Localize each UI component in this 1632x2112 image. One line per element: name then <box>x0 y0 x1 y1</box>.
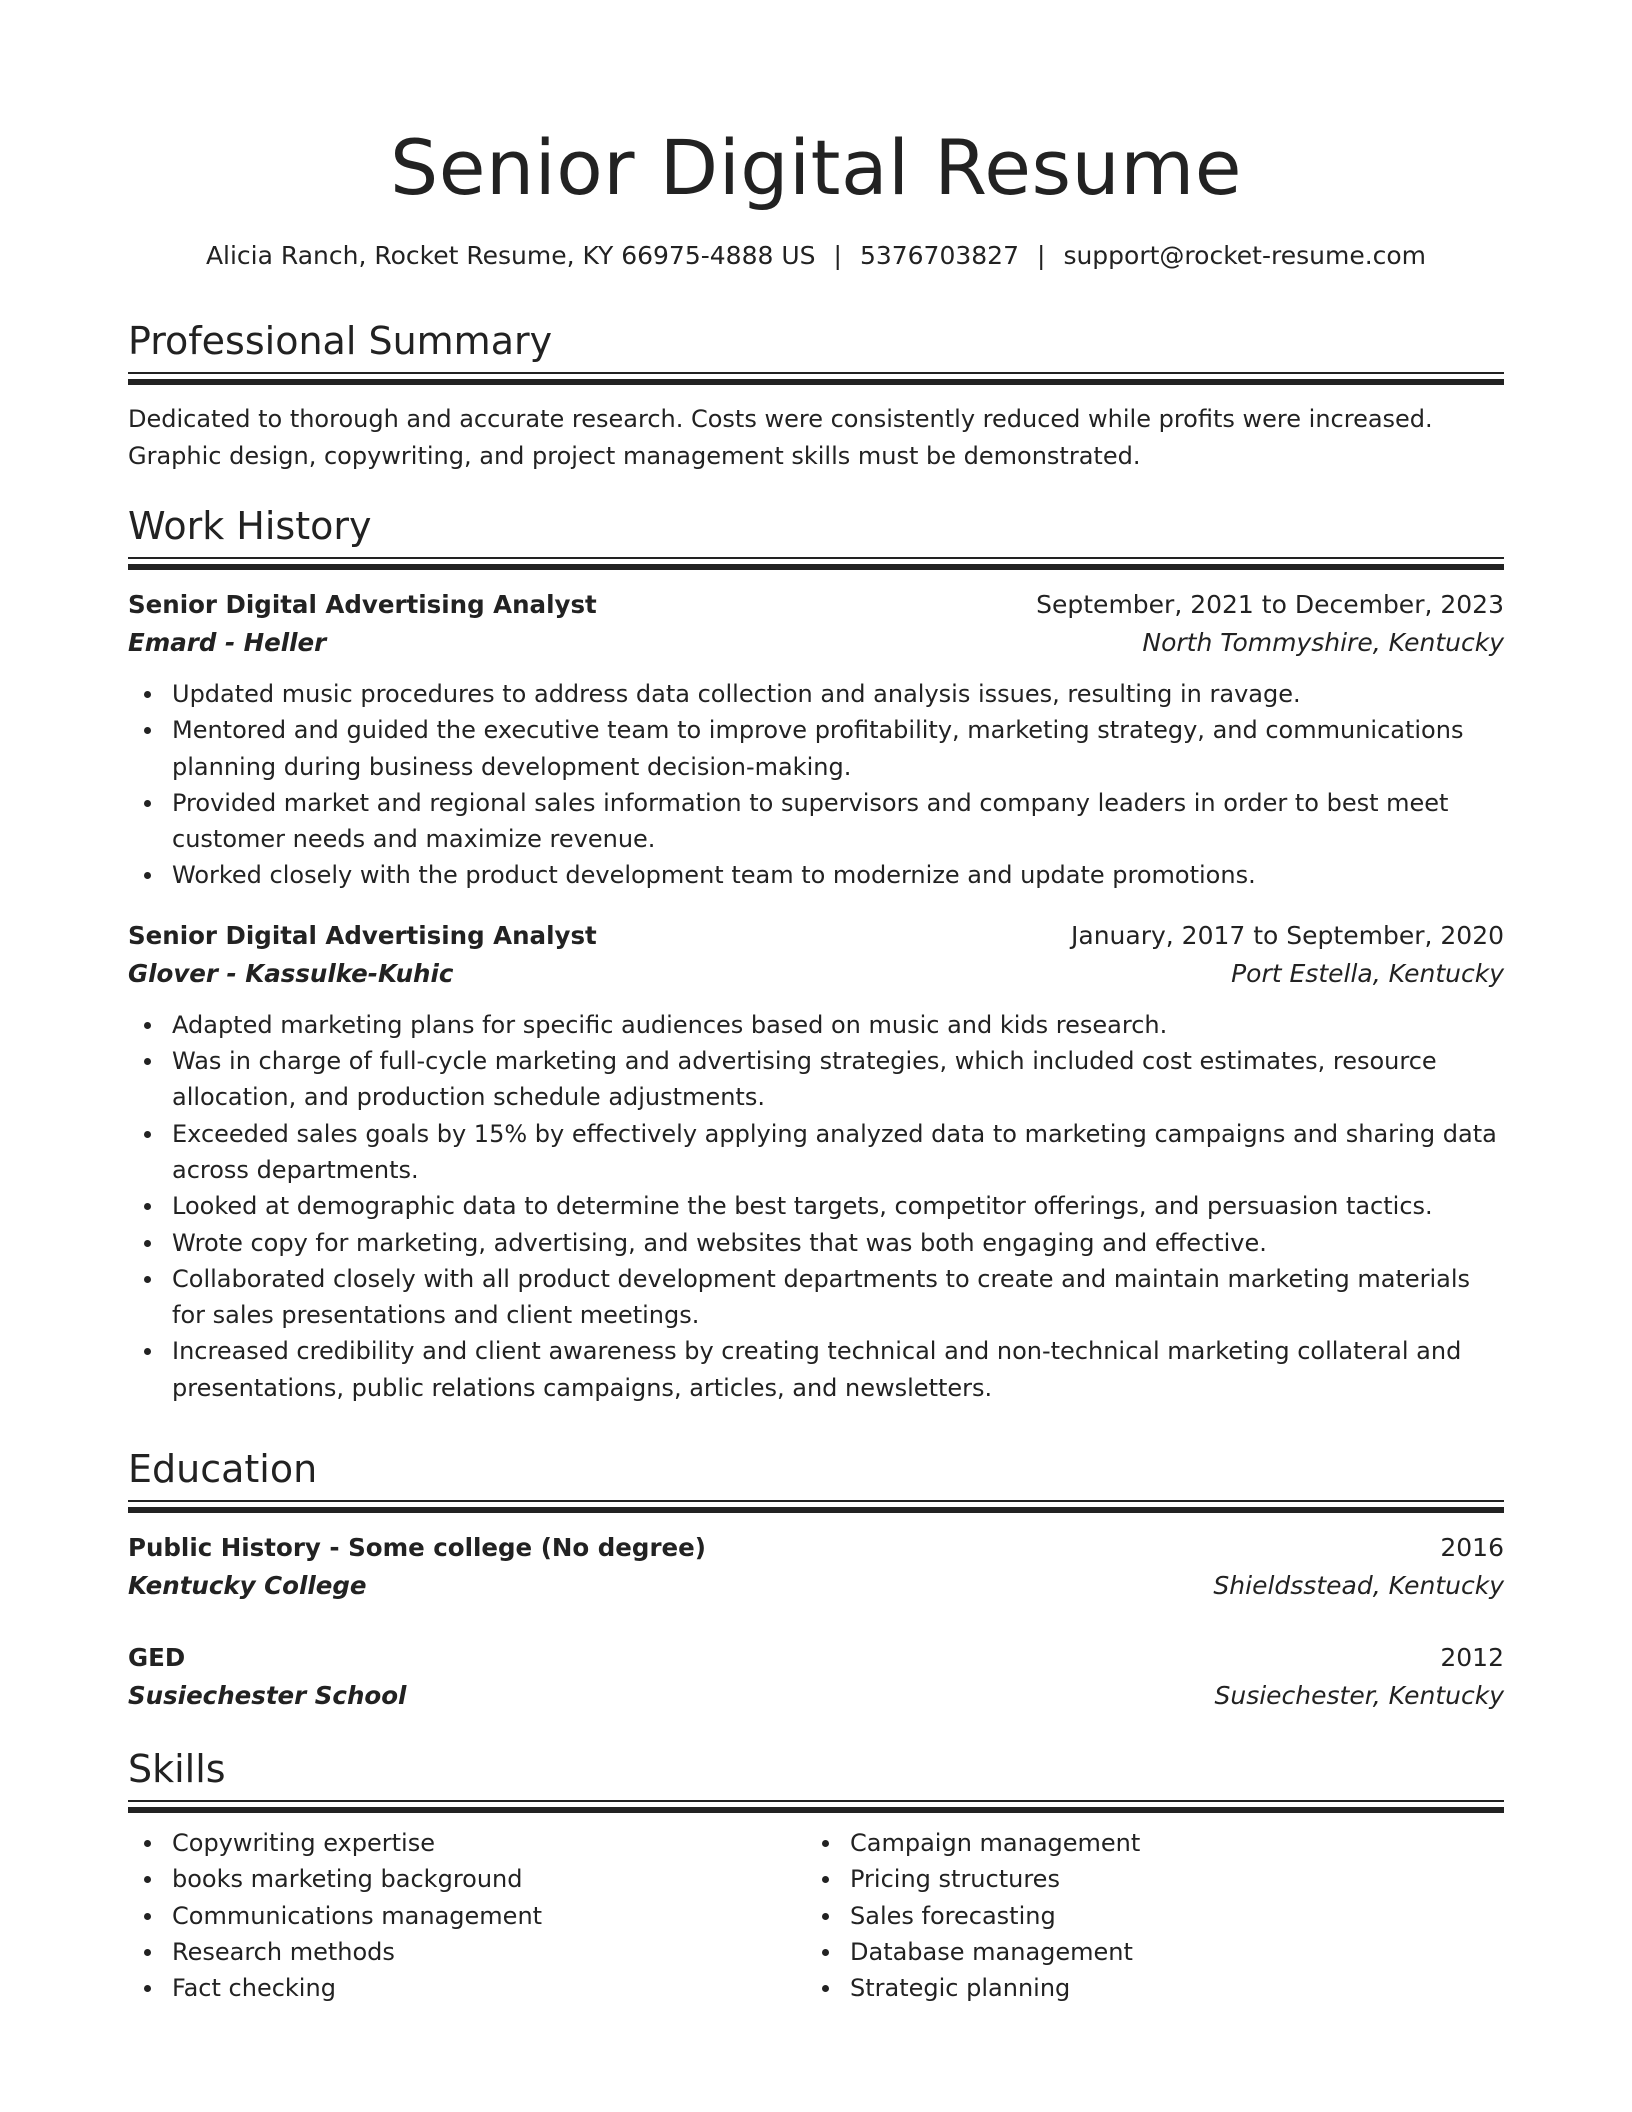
list-item: Adapted marketing plans for specific audiences based on music and kids research. <box>172 1007 1504 1043</box>
summary-section <box>128 316 1504 474</box>
skill-item: Sales forecasting <box>850 1898 1484 1934</box>
job-company: Glover - Kassulke-Kuhic <box>128 958 454 988</box>
job-header-row <box>128 917 1504 955</box>
job-dates: September, 2021 to December, 2023 <box>1036 590 1504 619</box>
job-company-row <box>128 955 1504 993</box>
skill-item: Campaign management <box>850 1825 1484 1861</box>
contact-separator: | <box>833 241 842 270</box>
section-heading: Skills <box>128 1747 226 1791</box>
education-header-row <box>128 1639 1504 1677</box>
section-divider <box>128 1800 1504 1813</box>
skills-list <box>128 1825 806 2006</box>
section-heading: Professional Summary <box>128 319 553 363</box>
resume-title: Senior Digital Resume <box>389 123 1243 212</box>
list-item: Wrote copy for marketing, advertising, and websites that was both engaging and effective. <box>172 1225 1504 1261</box>
education-entry <box>128 1529 1504 1605</box>
list-item: Updated music procedures to address data collection and analysis issues, resulting in ravage. <box>172 676 1504 712</box>
skills-list <box>806 1825 1484 2006</box>
list-item: Mentored and guided the executive team to improve profitability, marketing strategy, and communications planning during business development decision-making. <box>172 712 1504 785</box>
skills-section <box>128 1744 1504 2006</box>
section-heading: Education <box>128 1447 318 1491</box>
list-item: Exceeded sales goals by 15% by effectively applying analyzed data to marketing campaigns and sharing data across departments. <box>172 1116 1504 1189</box>
job-dates: January, 2017 to September, 2020 <box>1071 920 1504 950</box>
job-title: Senior Digital Advertising Analyst <box>128 590 597 619</box>
job-entry <box>128 917 1504 1406</box>
job-entry <box>128 586 1504 894</box>
job-bullet-list <box>128 676 1504 894</box>
skills-columns <box>128 1825 1504 2006</box>
skill-item: Strategic planning <box>850 1970 1484 2006</box>
education-degree: Public History - Some college (No degree) <box>128 1533 706 1562</box>
education-school-row <box>128 1677 1504 1715</box>
section-divider <box>128 372 1504 385</box>
job-location: Port Estella, Kentucky <box>1231 958 1504 988</box>
skill-item: Pricing structures <box>850 1861 1484 1897</box>
education-header-row <box>128 1529 1504 1567</box>
list-item: Collaborated closely with all product development departments to create and maintain marketing materials for sales presentations and client meetings. <box>172 1261 1504 1334</box>
education-school: Kentucky College <box>128 1571 367 1600</box>
section-divider <box>128 557 1504 570</box>
work-history-section <box>128 501 1504 1406</box>
job-header-row <box>128 586 1504 624</box>
section-divider <box>128 1500 1504 1513</box>
list-item: Increased credibility and client awareness by creating technical and non-technical marketing collateral and presentations, public relations campaigns, articles, and newsletters. <box>172 1333 1504 1406</box>
list-item: Worked closely with the product development team to modernize and update promotions. <box>172 857 1504 893</box>
job-title: Senior Digital Advertising Analyst <box>128 920 597 950</box>
job-bullet-list <box>128 1007 1504 1406</box>
education-year: 2016 <box>1440 1533 1504 1562</box>
skill-item: Fact checking <box>172 1970 806 2006</box>
skill-item: Communications management <box>172 1898 806 1934</box>
job-company: Emard - Heller <box>128 628 327 657</box>
skill-item: Database management <box>850 1934 1484 1970</box>
contact-line <box>128 238 1504 274</box>
skills-column-right <box>806 1825 1484 2006</box>
skill-item: Copywriting expertise <box>172 1825 806 1861</box>
education-entry <box>128 1639 1504 1715</box>
skill-item: Research methods <box>172 1934 806 1970</box>
contact-email: support@rocket-resume.com <box>1063 241 1427 270</box>
list-item: Provided market and regional sales information to supervisors and company leaders in order to best meet customer needs and maximize revenue. <box>172 785 1504 858</box>
education-location: Susiechester, Kentucky <box>1214 1681 1504 1710</box>
list-item: Looked at demographic data to determine the best targets, competitor offerings, and persuasion tactics. <box>172 1188 1504 1224</box>
job-location: North Tommyshire, Kentucky <box>1142 628 1504 657</box>
education-degree: GED <box>128 1643 186 1672</box>
list-item: Was in charge of full-cycle marketing and advertising strategies, which included cost estimates, resource allocation, and production schedule adjustments. <box>172 1043 1504 1116</box>
education-section <box>128 1444 1504 1715</box>
education-school: Susiechester School <box>128 1681 407 1710</box>
skill-item: books marketing background <box>172 1861 806 1897</box>
skills-column-left <box>128 1825 806 2006</box>
education-location: Shieldsstead, Kentucky <box>1213 1571 1504 1600</box>
contact-address: Alicia Ranch, Rocket Resume, KY 66975-4888 US <box>205 241 816 270</box>
job-company-row <box>128 624 1504 662</box>
contact-separator: | <box>1037 241 1046 270</box>
section-heading: Work History <box>128 504 372 548</box>
contact-phone: 5376703827 <box>859 241 1019 270</box>
summary-text: Dedicated to thorough and accurate research. Costs were consistently reduced while profits were increased. Graphic design, copywriting, and project management skills must be demonstrated. <box>128 405 1433 470</box>
education-school-row <box>128 1567 1504 1605</box>
education-year: 2012 <box>1440 1643 1504 1672</box>
